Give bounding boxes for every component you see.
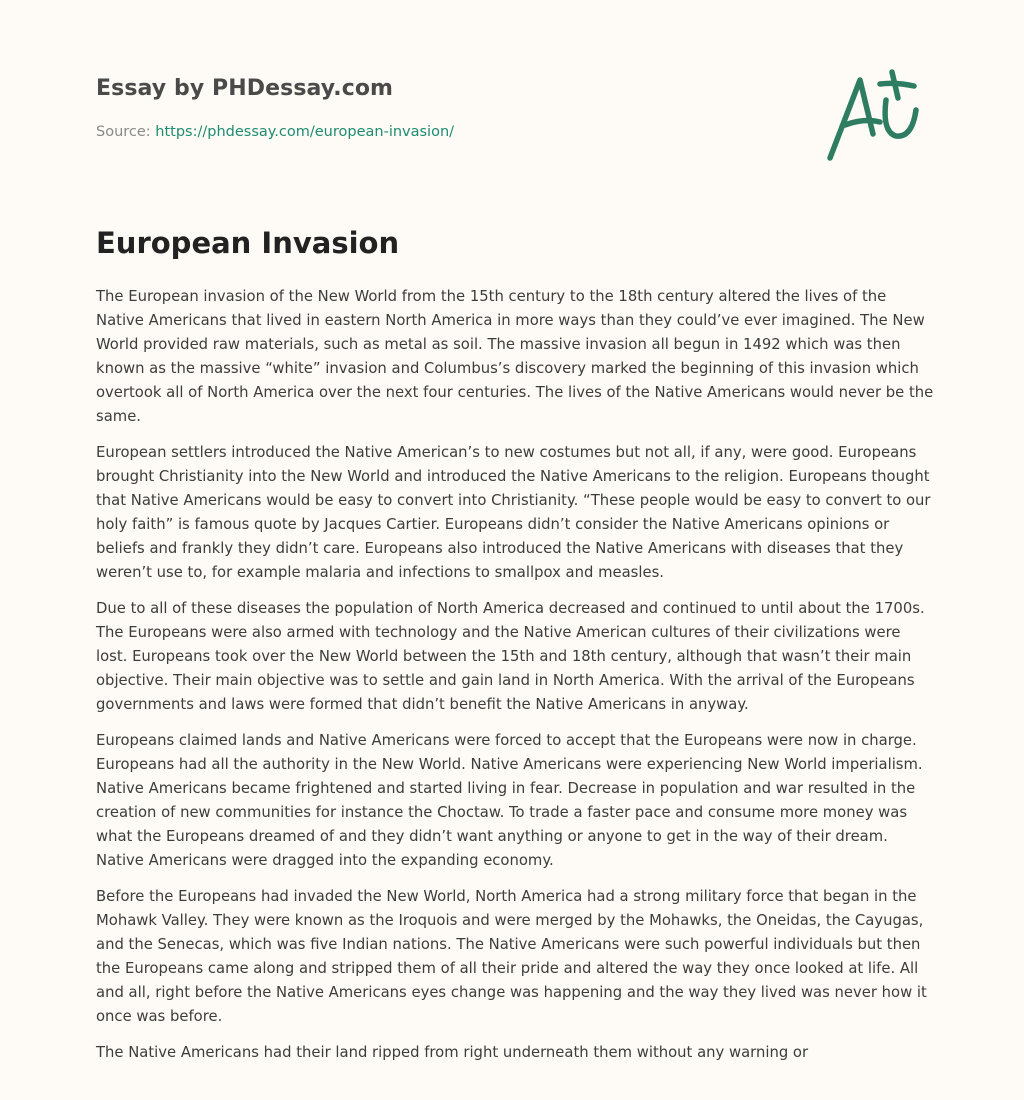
essay-title: European Invasion [96, 226, 400, 260]
essay-paragraph: European settlers introduced the Native American’s to new costumes but not all, if any, were good. Europeans brought Christianity into the New World and introduced the Native Americans to the religion. Europeans thought that Native Americans would be easy to convert into Christianity. “These people would be easy to convert to our holy faith” is famous quote by Jacques Cartier. Europeans didn’t consider the Native Americans opinions or beliefs and frankly they didn’t care. Europeans also introduced the Native Americans with diseases that they weren’t use to, for example malaria and infections to smallpox and measles. [96, 444, 931, 581]
essay-paragraph: The Native Americans had their land ripped from right underneath them without any warning or [96, 1044, 809, 1061]
source-link[interactable]: https://phdessay.com/european-invasion/ [155, 124, 455, 140]
site-brand: Essay by PHDessay.com [96, 76, 394, 101]
essay-body [96, 285, 936, 1077]
source-line [96, 124, 454, 140]
essay-paragraph: The European invasion of the New World from the 15th century to the 18th century altered the lives of the Native Americans that lived in eastern North America in more ways than they could’ve ever imagined. The New World provided raw materials, such as metal as soil. The massive invasion all begun in 1492 which was then known as the massive “white” invasion and Columbus’s discovery marked the beginning of this invasion which overtook all of North America over the next four centuries. The lives of the Native Americans would never be the same. [96, 288, 934, 425]
source-label: Source: [96, 124, 151, 140]
essay-paragraph: Europeans claimed lands and Native Americans were forced to accept that the Europeans were now in charge. Europeans had all the authority in the New World. Native Americans were experiencing New World imperialism. Native Americans became frightened and started living in fear. Decrease in population and war resulted in the creation of new communities for instance the Choctaw. To trade a faster pace and consume more money was what the Europeans dreamed of and they didn’t want anything or anyone to get in the way of their dream. Native Americans were dragged into the expanding economy. [96, 732, 923, 869]
a-plus-grade-icon [818, 66, 930, 166]
essay-paragraph: Before the Europeans had invaded the New World, North America had a strong military force that began in the Mohawk Valley. They were known as the Iroquois and were merged by the Mohawks, the Oneidas, the Cayugas, and the Senecas, which was five Indian nations. The Native Americans were such powerful individuals but then the Europeans came along and stripped them of all their pride and altered the way they once looked at life. All and all, right before the Native Americans eyes change was happening and the way they lived was never how it once was before. [96, 888, 927, 1025]
essay-paragraph: Due to all of these diseases the population of North America decreased and continued to until about the 1700s. The Europeans were also armed with technology and the Native American cultures of their civilizations were lost. Europeans took over the New World between the 15th and 18th century, although that wasn’t their main objective. Their main objective was to settle and gain land in North America. With the arrival of the Europeans governments and laws were formed that didn’t benefit the Native Americans in anyway. [96, 600, 925, 713]
